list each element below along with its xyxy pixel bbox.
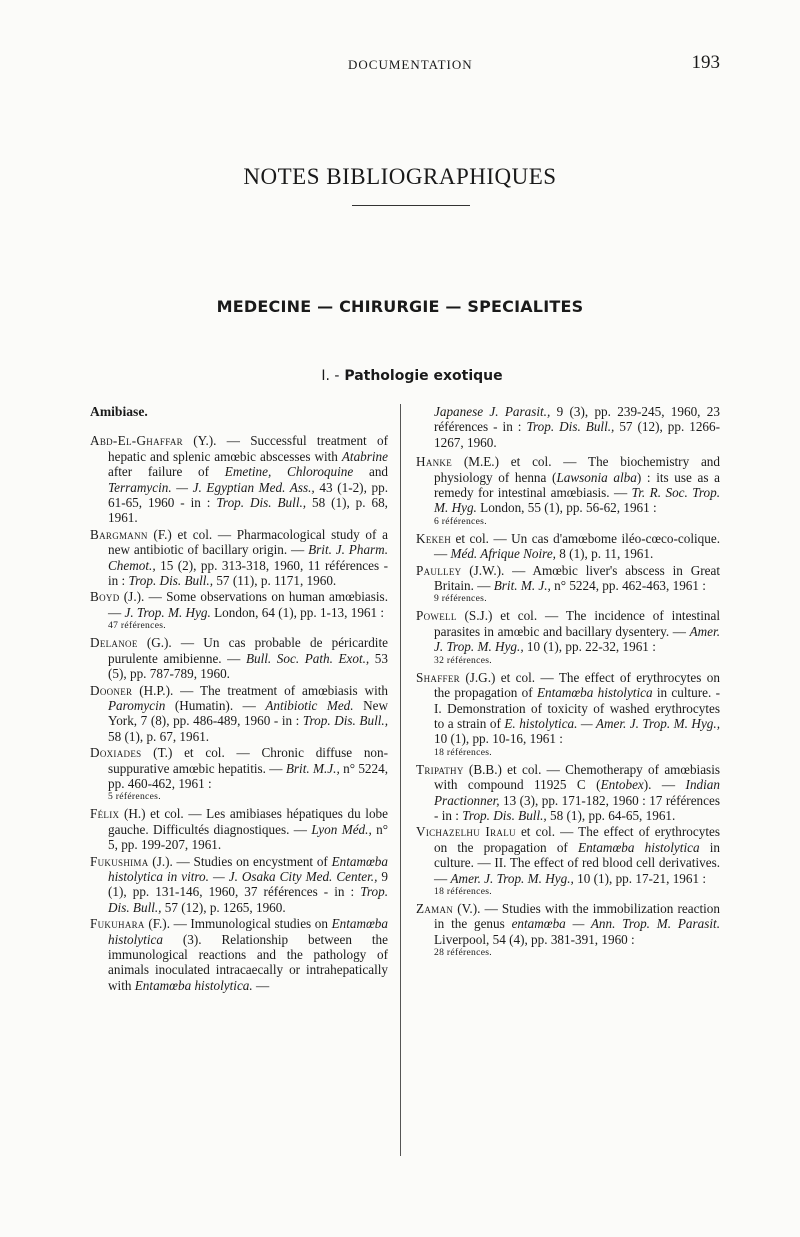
entry-text: 8 (1), p. 11, 1961.	[555, 546, 654, 562]
entry-author: Powell	[416, 608, 457, 624]
entry-author: Doxiades	[90, 745, 142, 761]
entry-italic: J. Trop. M. Hyg.	[124, 604, 211, 620]
bibliography-entry	[90, 916, 388, 993]
bibliography-entry	[416, 563, 720, 594]
entry-italic: Trop. Dis. Bull.,	[462, 807, 547, 823]
entry-italic: Terramycin. — J. Egyptian Med. Ass.,	[108, 479, 315, 495]
bibliography-entry	[90, 527, 388, 589]
entry-italic: Amer. J. Trop. M. Hyg.,	[434, 623, 720, 655]
entry-text: (H.P.). — The treatment of amœbiasis with	[132, 682, 388, 698]
bibliography-entry	[416, 608, 720, 654]
entry-text: (B.B.) et col. — Chemotherapy of amœbiasis with compound 11925 C (	[434, 761, 720, 793]
entry-text: 43 (1-2), pp. 61-65, 1960 - in :	[108, 479, 388, 511]
entry-text: London, 55 (1), pp. 56-62, 1961 :	[476, 500, 657, 516]
bibliography-entry	[90, 806, 388, 852]
entry-italic: Entamœba histolytica.	[134, 977, 253, 993]
entry-italic: Trop. Dis. Bull.,	[128, 573, 214, 589]
entry-text: 15 (2), pp. 313-318, 1960, 11 références - in :	[108, 557, 388, 589]
entry-italic: Bull. Soc. Path. Exot.,	[245, 650, 370, 666]
bibliography-entry	[90, 433, 388, 525]
entry-text: (J.G.) et col. — The effect of erythrocytes on the propagation of	[434, 669, 720, 701]
bibliography-entry	[416, 454, 720, 516]
bibliography-entry	[416, 901, 720, 947]
entry-text: 10 (1), pp. 17-21, 1961 :	[573, 870, 707, 886]
entry-italic: Lawsonia alba	[556, 469, 637, 485]
bibliography-entry	[416, 670, 720, 747]
entry-reference-count: 9 références.	[434, 593, 487, 605]
entry-italic: E. histolytica. — Amer. J. Trop. M. Hyg.,	[504, 715, 720, 731]
entry-text: 58 (1), pp. 64-65, 1961.	[546, 807, 676, 823]
entry-author: Fukushima	[90, 853, 149, 869]
column-divider	[400, 404, 401, 1156]
entry-text: 10 (1), pp. 22-32, 1961 :	[523, 639, 656, 655]
entry-author: Shaffer	[416, 669, 460, 685]
entry-text: London, 64 (1), pp. 1-13, 1961 :	[210, 604, 385, 620]
entry-italic: Méd. Afrique Noire,	[450, 546, 556, 562]
subsection-number: I. -	[321, 368, 340, 384]
entry-text: in culture. - I. Demonstration of toxicity of washed erythrocytes to a strain of	[434, 685, 720, 731]
entry-text: 58 (1), p. 68, 1961.	[108, 495, 388, 526]
entry-text: n° 5224, pp. 460-462, 1961 :	[108, 760, 388, 791]
left-column	[90, 404, 388, 994]
entry-reference-count: 28 références.	[434, 947, 492, 959]
entry-text: 13 (3), pp. 171-182, 1960 : 17 références - in :	[434, 792, 720, 823]
entry-author: Boyd	[90, 589, 120, 605]
entry-author: Paulley	[416, 562, 462, 578]
title-divider	[352, 205, 470, 206]
entry-italic: Trop. Dis. Bull.,	[302, 713, 388, 729]
bibliography-entry	[416, 762, 720, 824]
bibliography-entry	[90, 589, 388, 620]
entry-text: 10 (1), pp. 10-16, 1961 :	[434, 731, 563, 747]
entry-author: Vichazelhu Iralu	[416, 824, 516, 840]
entry-text: after failure of	[108, 464, 225, 480]
entry-italic: Atabrine	[341, 448, 388, 464]
entry-author: Abd-El-Ghaffar	[90, 433, 183, 449]
entry-italic: Amer. J. Trop. M. Hyg.,	[450, 870, 574, 886]
entry-italic: Brit. M. J.,	[493, 578, 551, 594]
entry-author: Delanoe	[90, 635, 138, 651]
section-heading: MEDECINE — CHIRURGIE — SPECIALITES	[216, 297, 584, 316]
entry-italic: Lyon Méd.,	[311, 821, 372, 837]
page-number: 193	[691, 52, 720, 73]
entry-text: in culture. — II. The effect of red blood cell derivatives. —	[434, 839, 721, 886]
entry-italic: Trop. Dis. Bull.,	[108, 884, 388, 915]
entry-italic: Brit. M.J.,	[285, 760, 340, 776]
page-title: NOTES BIBLIOGRAPHIQUES	[243, 164, 557, 189]
entry-text: (G.). — Un cas probable de péricardite purulente amibienne. —	[108, 635, 388, 666]
entry-text: 53 (5), pp. 787-789, 1960.	[108, 650, 388, 682]
entry-author: Félix	[90, 806, 120, 822]
entry-text: ). —	[643, 777, 686, 793]
bibliography-entry	[416, 824, 720, 886]
entry-text: New York, 7 (8), pp. 486-489, 1960 - in :	[108, 697, 388, 729]
entry-text: (Humatin). —	[165, 697, 266, 713]
entry-text: n° 5224, pp. 462-463, 1961 :	[550, 578, 706, 594]
entry-author: Tripathy	[416, 761, 464, 777]
entry-italic: Entamœba histolytica	[536, 685, 653, 701]
entry-author: Fukuhara	[90, 916, 145, 932]
entry-reference-count: 18 références.	[434, 885, 492, 897]
entry-text: 57 (12), p. 1265, 1960.	[161, 899, 286, 915]
entry-italic: Entamœba histolytica in vitro. — J. Osaka City Med. Center.,	[108, 853, 388, 884]
entry-italic: Trop. Dis. Bull.,	[216, 495, 307, 511]
entry-italic: Tr. R. Soc. Trop. M. Hyg.	[434, 485, 720, 516]
entry-text: n° 5, pp. 199-207, 1961.	[108, 821, 389, 853]
entry-text: (S.J.) et col. — The incidence of intestinal parasites in amœbic and bacillary dysentery. —	[434, 608, 720, 639]
entry-text: 57 (12), pp. 1266-1267, 1960.	[434, 419, 720, 450]
entry-reference-count: 32 références.	[434, 654, 492, 666]
bibliography-entry	[90, 635, 388, 681]
bibliography-entry	[90, 683, 388, 745]
bibliography-entry	[90, 854, 388, 916]
entry-text: (J.). — Some observations on human amœbiasis. —	[108, 589, 388, 620]
running-header	[90, 52, 720, 82]
entry-text: 57 (11), p. 1171, 1960.	[213, 573, 337, 589]
right-entry-list	[416, 454, 720, 959]
entry-text: (3). Relationship between the immunological reactions and the pathology of animals inoculated intracaecally or intrahepatically with	[108, 931, 388, 993]
subsection-label: Pathologie exotique	[344, 368, 503, 384]
entry-italic: Trop. Dis. Bull.,	[526, 419, 615, 435]
left-entry-list	[90, 433, 388, 993]
entry-italic: Entobex	[600, 777, 644, 793]
entry-italic: Indian Practionner,	[434, 777, 720, 808]
right-column	[416, 404, 720, 962]
entry-text: (H.) et col. — Les amibiases hépatiques du lobe gauche. Difficultés diagnostiques. —	[108, 806, 388, 837]
entry-italic: Antibiotic Med.	[265, 697, 354, 713]
entry-reference-count: 6 références.	[434, 515, 487, 527]
entry-text: (V.). — Studies with the immobilization reaction in the genus	[434, 900, 720, 932]
entry-reference-count: 5 références.	[108, 791, 161, 803]
continuation-entry	[416, 404, 720, 450]
entry-text: (T.) et col. — Chronic diffuse non-suppurative amœbic hepatitis. —	[108, 745, 388, 776]
entry-italic: Entamœba histolytica	[578, 839, 700, 855]
entry-italic: Japanese J. Parasit.,	[434, 404, 551, 419]
entry-text: —	[252, 977, 270, 993]
entry-text: (F.) et col. — Pharmacological study of a new antibiotic of bacillary origin. —	[108, 526, 388, 558]
entry-italic: Entamœba histolytica	[108, 916, 388, 947]
entry-italic: Emetine, Chloroquine	[224, 464, 354, 480]
bibliography-entry	[416, 531, 720, 562]
entry-text: (Y.). — Successful treatment of hepatic and splenic amœbic abscesses with	[108, 433, 388, 464]
entry-italic: Paromycin	[108, 697, 166, 713]
entry-author: Dooner	[90, 682, 133, 698]
running-header-section: DOCUMENTATION	[348, 57, 473, 72]
entry-text: Liverpool, 54 (4), pp. 381-391, 1960 :	[434, 931, 635, 947]
entry-author: Hanke	[416, 454, 453, 470]
entry-text: 58 (1), p. 67, 1961.	[108, 728, 210, 744]
entry-text: and	[353, 464, 389, 480]
entry-text: et col. — Un cas d'amœbome iléo-cœco-colique. —	[434, 530, 720, 562]
entry-reference-count: 47 références.	[108, 620, 166, 632]
entry-text: (J.W.). — Amœbic liver's abscess in Great Britain. —	[434, 562, 720, 594]
entry-author: Bargmann	[90, 526, 148, 542]
entry-text: (M.E.) et col. — The biochemistry and physiology of henna (	[434, 454, 720, 485]
entry-reference-count: 18 références.	[434, 746, 492, 758]
entry-italic: entamœba — Ann. Trop. M. Parasit.	[511, 916, 720, 932]
entry-text: 9 (1), pp. 131-146, 1960, 37 références - in :	[108, 868, 389, 900]
entry-text: ) : its use as a remedy for intestinal amœbiasis. —	[434, 469, 721, 501]
topic-heading: Amibiase.	[90, 404, 148, 419]
subsection-heading	[262, 368, 562, 384]
entry-author: Zaman	[416, 900, 454, 916]
entry-text: et col. — The effect of erythrocytes on the propagation of	[434, 824, 720, 855]
bibliography-entry	[90, 745, 388, 791]
entry-text: 9 (3), pp. 239-245, 1960, 23 références - in :	[434, 404, 720, 435]
entry-text: (J.). — Studies on encystment of	[148, 853, 332, 869]
entry-author: Kekeh	[416, 530, 452, 546]
entry-italic: Brit. J. Pharm. Chemot.,	[108, 542, 388, 573]
entry-text: (F.). — Immunological studies on	[144, 916, 332, 932]
